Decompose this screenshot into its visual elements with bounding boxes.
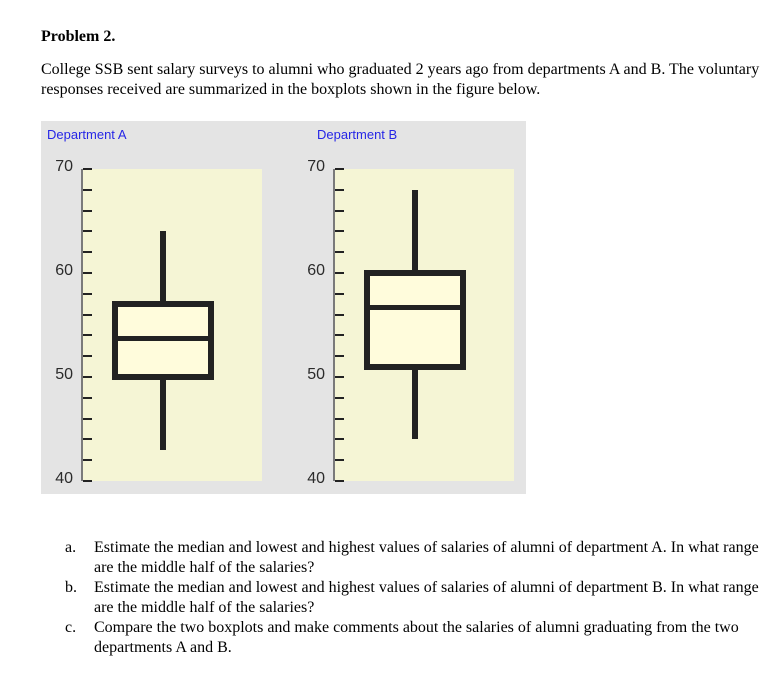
iqr-box: [112, 301, 214, 380]
y-tick: [83, 376, 92, 378]
y-tick: [83, 418, 92, 420]
y-tick: [83, 272, 92, 274]
question-c: [65, 618, 765, 658]
y-tick: [335, 272, 344, 274]
y-tick-label: 50: [307, 366, 325, 383]
y-tick: [335, 293, 344, 295]
y-tick: [335, 168, 344, 170]
y-tick: [335, 397, 344, 399]
question-marker: c.: [65, 619, 77, 636]
y-tick: [83, 251, 92, 253]
y-tick-label: 70: [307, 158, 325, 175]
y-tick: [83, 230, 92, 232]
panel-a-plot: [55, 158, 262, 487]
y-tick: [83, 459, 92, 461]
y-tick: [83, 168, 92, 170]
y-tick-label: 40: [307, 470, 325, 487]
y-tick-label: 60: [307, 262, 325, 279]
y-tick: [335, 355, 344, 357]
question-marker: a.: [65, 539, 77, 556]
y-tick: [335, 480, 344, 482]
y-tick-label: 40: [55, 470, 73, 487]
y-tick: [83, 397, 92, 399]
question-text: Estimate the median and lowest and highest values of salaries of alumni of department B. In what range are the middle half of the salaries?: [94, 579, 759, 616]
median-line: [370, 305, 460, 310]
y-tick-label: 60: [55, 262, 73, 279]
y-axis: [81, 169, 83, 481]
y-tick: [335, 251, 344, 253]
problem-title: Problem 2.: [41, 28, 116, 45]
iqr-box: [364, 270, 466, 370]
question-text: Compare the two boxplots and make comments about the salaries of alumni graduating from the two departments A and B.: [94, 619, 739, 656]
y-tick: [83, 210, 92, 212]
y-tick-label: 50: [55, 366, 73, 383]
panel-b-title: Department B: [317, 127, 398, 142]
upper-whisker: [412, 190, 418, 273]
y-tick-label: 70: [55, 158, 73, 175]
y-tick: [83, 314, 92, 316]
y-tick: [83, 189, 92, 191]
y-tick: [83, 334, 92, 336]
y-tick: [335, 230, 344, 232]
y-tick: [83, 438, 92, 440]
y-tick: [335, 376, 344, 378]
y-tick: [83, 355, 92, 357]
upper-whisker: [160, 231, 166, 304]
median-line: [118, 336, 208, 341]
question-a: [65, 538, 765, 578]
y-axis: [333, 169, 335, 481]
y-tick: [335, 210, 344, 212]
question-list: [65, 538, 765, 658]
y-tick: [335, 418, 344, 420]
panel-b-plot: [307, 158, 514, 487]
y-tick: [83, 480, 92, 482]
question-marker: b.: [65, 579, 77, 596]
boxplot-figure: [41, 121, 526, 494]
y-tick: [335, 314, 344, 316]
lower-whisker: [412, 367, 418, 440]
question-b: [65, 578, 765, 618]
y-tick: [83, 293, 92, 295]
y-tick: [335, 189, 344, 191]
lower-whisker: [160, 377, 166, 450]
problem-intro: College SSB sent salary surveys to alumni who graduated 2 years ago from departments A and B. The voluntary responses received are summarized in the boxplots shown in the figure below.: [41, 61, 760, 98]
y-tick: [335, 334, 344, 336]
y-tick: [335, 459, 344, 461]
panel-a-title: Department A: [47, 127, 127, 142]
y-tick: [335, 438, 344, 440]
question-text: Estimate the median and lowest and highest values of salaries of alumni of department A. In what range are the middle half of the salaries?: [94, 539, 759, 576]
